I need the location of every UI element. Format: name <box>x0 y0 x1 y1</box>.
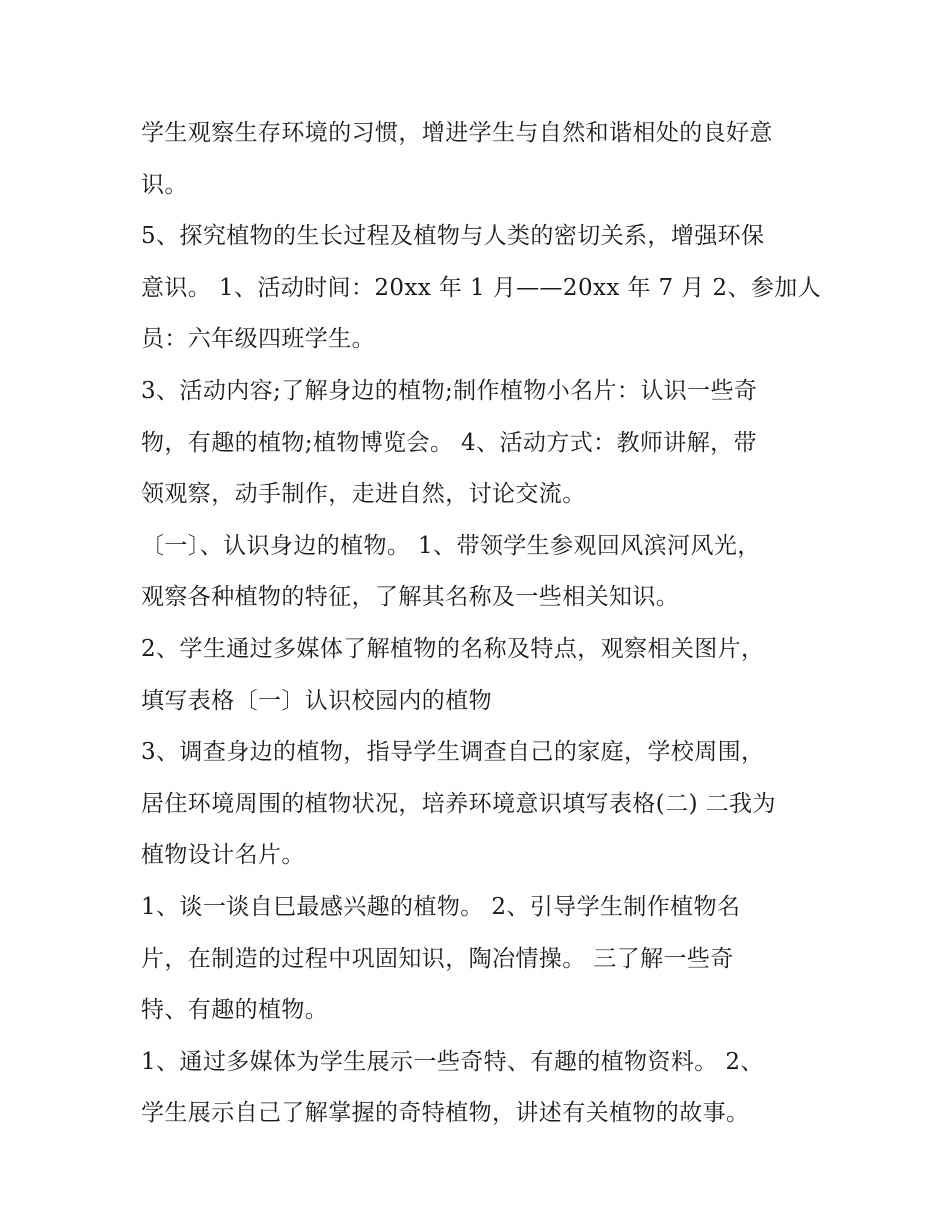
text-line: 1、谈一谈自巳最感兴趣的植物。 2、引导学生制作植物名 <box>141 893 741 920</box>
text-line: 识。 <box>141 171 188 198</box>
text-line: 片，在制造的过程中巩固知识，陶冶情操。 三了解一些奇 <box>141 945 734 972</box>
text-line: 学生展示自己了解掌握的奇特植物，讲述有关植物的故事。 <box>141 1100 750 1127</box>
body-text <box>141 108 821 1140</box>
text-line: 员：六年级四班学生。 <box>141 326 375 353</box>
text-line: 居住环境周围的植物状况，培养环境意识填写表格(二) 二我为 <box>141 790 776 817</box>
text-line: 5、探究植物的生长过程及植物与人类的密切关系，增强环保 <box>141 223 765 250</box>
text-line: 3、活动内容;了解身边的植物;制作植物小名片：认识一些奇 <box>141 377 758 404</box>
text-line: 意识。 1、活动时间：20xx 年 1 月——20xx 年 7 月 2、参加人 <box>141 274 822 301</box>
text-line: 观察各种植物的特征，了解其名称及一些相关知识。 <box>141 584 680 611</box>
text-line: 2、学生通过多媒体了解植物的名称及特点，观察相关图片， <box>141 635 765 662</box>
text-line: 学生观察生存环境的习惯，增进学生与自然和谐相处的良好意 <box>141 120 773 146</box>
text-line: 1、通过多媒体为学生展示一些奇特、有趣的植物资料。 2、 <box>141 1048 764 1075</box>
text-line: 特、有趣的植物。 <box>141 997 329 1024</box>
text-line: 植物设计名片。 <box>141 842 305 869</box>
text-line: 〔一〕、认识身边的植物。 1、带领学生参观回风滨河风光， <box>141 532 761 559</box>
text-line: 3、调查身边的植物，指导学生调查自己的家庭，学校周围， <box>141 739 765 766</box>
text-line: 填写表格〔一〕认识校园内的植物 <box>141 687 492 714</box>
text-line: 领观察，动手制作，走进自然，讨论交流。 <box>141 481 586 508</box>
text-line: 物，有趣的植物;植物博览会。 4、活动方式：教师讲解，带 <box>141 429 757 456</box>
